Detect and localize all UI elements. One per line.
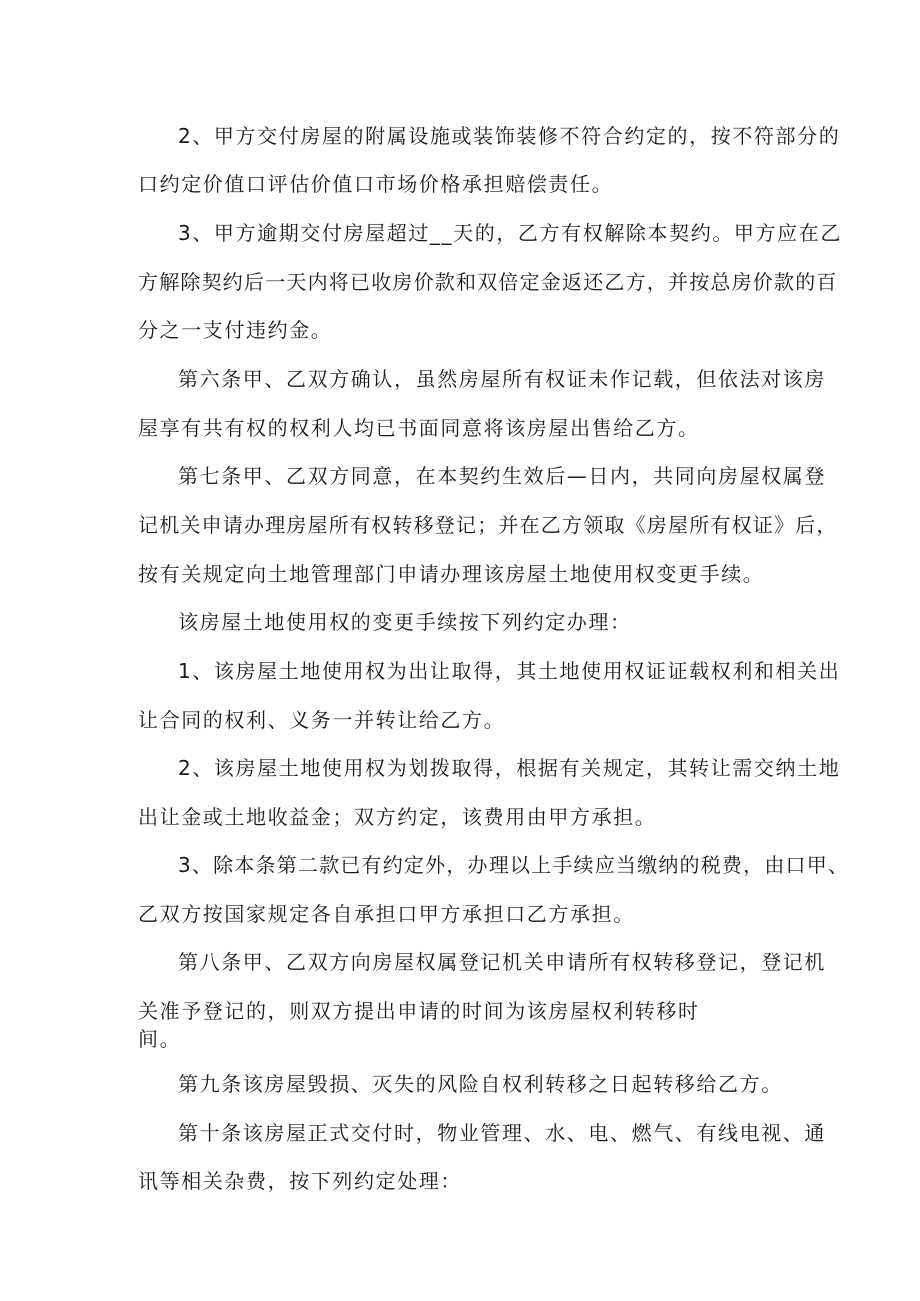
paragraph-line: 第十条该房屋正式交付时，物业管理、水、电、燃气、有线电视、通	[178, 1121, 826, 1145]
paragraph-line: 记机关申请办理房屋所有权转移登记；并在乙方领取《房屋所有权证》后，	[138, 513, 838, 537]
paragraph-line: 讯等相关杂费，按下列约定处理：	[138, 1169, 462, 1193]
paragraph-line: 第九条该房屋毁损、灭失的风险自权利转移之日起转移给乙方。	[178, 1072, 783, 1096]
paragraph-line: 按有关规定向土地管理部门申请办理该房屋土地使用权变更手续。	[138, 562, 765, 586]
paragraph-line: 间。	[138, 1027, 182, 1051]
paragraph-line: 分之一支付违约金。	[138, 318, 333, 342]
paragraph-line: 该房屋土地使用权的变更手续按下列约定办理：	[178, 610, 632, 634]
paragraph-line: 2、该房屋土地使用权为划拨取得，根据有关规定，其转让需交纳土地	[178, 756, 841, 780]
paragraph-line: 第八条甲、乙双方向房屋权属登记机关申请所有权转移登记，登记机	[178, 950, 826, 974]
paragraph-line: 关准予登记的，则双方提出申请的时间为该房屋权利转移时	[138, 999, 700, 1023]
paragraph-line: 屋享有共有权的权利人均已书面同意将该房屋出售给乙方。	[138, 416, 700, 440]
paragraph-line: 1、该房屋土地使用权为出让取得，其土地使用权证证载权利和相关出	[178, 659, 841, 683]
paragraph-line: 让合同的权利、义务一并转让给乙方。	[138, 708, 506, 732]
paragraph-line: 口约定价值口评估价值口市场价格承担赔偿责任。	[138, 172, 614, 196]
paragraph-line: 乙双方按国家规定各自承担口甲方承担口乙方承担。	[138, 902, 635, 926]
paragraph-line: 第七条甲、乙双方同意，在本契约生效后—日内，共同向房屋权属登	[178, 464, 826, 488]
paragraph-line: 第六条甲、乙双方确认，虽然房屋所有权证未作记载，但依法对该房	[178, 367, 826, 391]
paragraph-line: 3、甲方逾期交付房屋超过__天的，乙方有权解除本契约。甲方应在乙	[178, 221, 842, 245]
paragraph-line: 出让金或土地收益金；双方约定，该费用由甲方承担。	[138, 805, 657, 829]
paragraph-line: 方解除契约后一天内将已收房价款和双倍定金返还乙方，并按总房价款的百	[138, 270, 838, 294]
paragraph-line: 3、除本条第二款已有约定外，办理以上手续应当缴纳的税费，由口甲、	[178, 853, 850, 877]
paragraph-line: 2、甲方交付房屋的附属设施或装饰装修不符合约定的，按不符部分的	[178, 124, 841, 148]
